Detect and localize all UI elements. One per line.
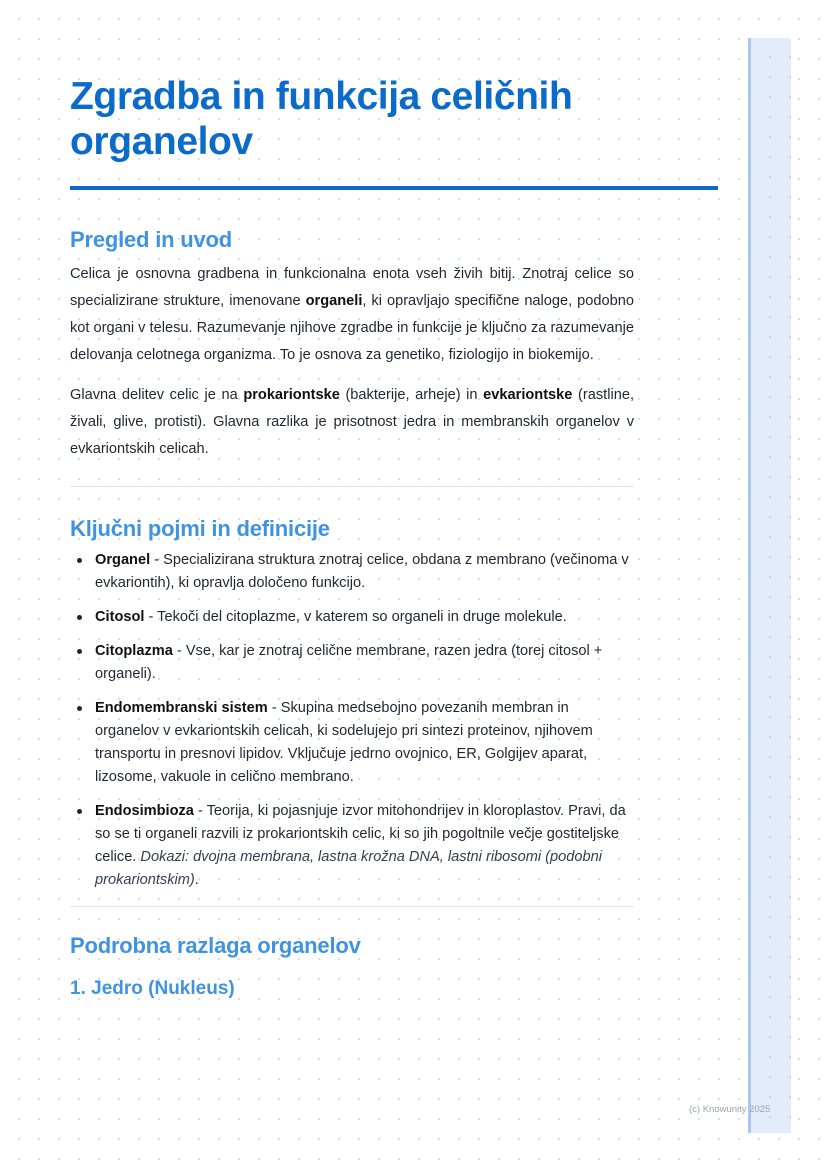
definition-text: - Specializirana struktura znotraj celice, obdana z membrano (večinoma v evkariontih), ki opravlja določeno funkcijo. [95, 552, 629, 591]
section-heading-definitions: Ključni pojmi in definicije [70, 516, 330, 541]
definition-evidence: Dokazi: dvojna membrana, lastna krožna DNA, lastni ribosomi (podobni prokariontskim) [95, 849, 602, 888]
page-title: Zgradba in funkcija celičnih organelov [70, 75, 573, 163]
section-divider [70, 486, 634, 487]
definition-text: - Tekoči del citoplazme, v katerem so organeli in druge molekule. [144, 609, 567, 625]
definition-term: Organel [95, 552, 151, 568]
section-heading-organelles: Podrobna razlaga organelov [70, 933, 361, 958]
list-item [70, 697, 634, 789]
intro-p1-term: organeli [305, 293, 363, 309]
intro-p2-text-a: Glavna delitev celic je na [70, 387, 244, 403]
section-intro [70, 226, 634, 463]
title-underline [70, 186, 718, 190]
intro-p2-term-1: prokariontske [243, 387, 340, 403]
definition-text: - Teorija, ki pojasnjuje izvor mitohondrijev in kloroplastov. Pravi, da so se ti organeli razvili iz prokariontskih celic, ki so jih pogoltnile večje gostiteljske celice. [95, 803, 626, 865]
intro-paragraph-2 [70, 382, 634, 463]
notebook-margin-strip [748, 38, 791, 1133]
subheading-nucleus: 1. Jedro (Nukleus) [70, 978, 235, 999]
intro-p2-text-c: (bakterije, arheje) in [339, 387, 484, 403]
list-item [70, 549, 634, 595]
definition-text: - Skupina medsebojno povezanih membran in organelov v evkariontskih celicah, ki sodelujejo pri sintezi proteinov, njihovem transportu in presnovi lipidov. Vključuje jedrno ovojnico, ER, Golgijev aparat, lizosome, vakuole in celično membrano. [95, 700, 593, 785]
section-divider [70, 906, 634, 907]
section-organelles [70, 932, 634, 1001]
definition-term: Endosimbioza [95, 803, 194, 819]
definition-term: Citosol [95, 609, 145, 625]
intro-p1-text-c: , ki opravljajo specifične naloge, podobno kot organi v telesu. Razumevanje njihove zgradbe in funkcije je ključno za razumevanje delovanja celotnega organizma. To je osnova za genetiko, fiziologijo in biokemijo. [70, 293, 634, 363]
definition-term: Citoplazma [95, 643, 173, 659]
definition-text: - Vse, kar je znotraj celične membrane, razen jedra (torej citosol + organeli). [95, 643, 603, 682]
definition-term: Endomembranski sistem [95, 700, 268, 716]
document-content [70, 74, 718, 1001]
definition-tail: . [194, 872, 199, 888]
intro-p1-text-a: Celica je osnovna gradbena in funkcionalna enota vseh živih bitij. Znotraj celice so specializirane strukture, imenovane [70, 266, 634, 309]
section-definitions [70, 515, 634, 892]
intro-paragraph-1 [70, 261, 634, 369]
section-heading-intro: Pregled in uvod [70, 227, 233, 252]
intro-p2-text-e: (rastline, živali, glive, protisti). Glavna razlika je prisotnost jedra in membranskih organelov v evkariontskih celicah. [70, 387, 634, 457]
copyright-footer: (c) Knowunity 2025 [689, 1104, 771, 1115]
list-item [70, 800, 634, 892]
intro-p2-term-2: evkariontske [483, 387, 573, 403]
definitions-list [70, 549, 634, 892]
list-item [70, 606, 634, 629]
list-item [70, 640, 634, 686]
